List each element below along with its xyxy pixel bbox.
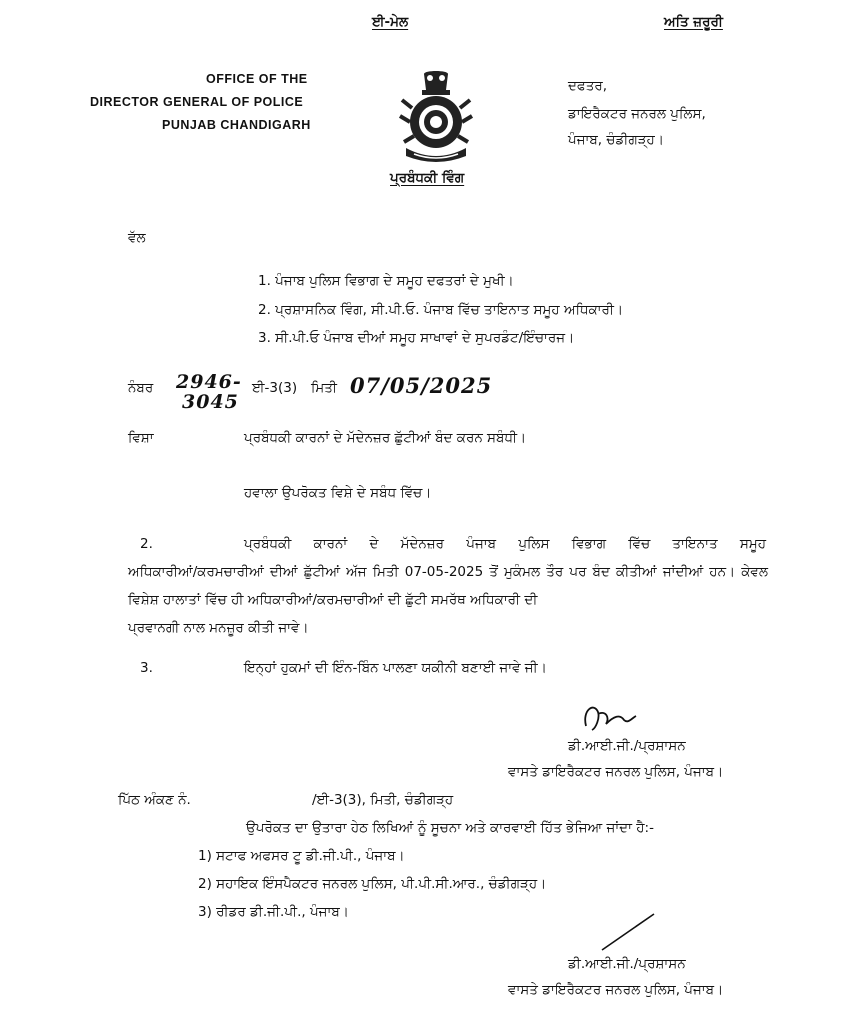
punjab-police-emblem-icon (396, 68, 476, 168)
signature-mark-1-icon (580, 700, 640, 736)
para2-body (128, 558, 768, 642)
recipient-item: 1. ਪੰਜਾਬ ਪੁਲਿਸ ਵਿਭਾਗ ਦੇ ਸਮੂਹ ਦਫਤਰਾਂ ਦੇ ਮੁਖੀ। (258, 273, 514, 289)
email-label: ਈ-ਮੇਲ (372, 14, 409, 30)
endorsement-label: ਪਿੱਠ ਅੰਕਣ ਨੰ. (118, 792, 191, 808)
subject-label: ਵਿਸ਼ਾ (128, 430, 154, 446)
para3-text: ਇਨ੍ਹਾਂ ਹੁਕਮਾਂ ਦੀ ਇੰਨ-ਬਿੰਨ ਪਾਲਣਾ ਯਕੀਨੀ ਬਣਾਈ ਜਾਵੇ ਜੀ। (244, 660, 547, 676)
office-pa-line-1: ਦਫਤਰ, (568, 78, 608, 94)
signature2-for: ਵਾਸਤੇ ਡਾਇਰੈਕਟਰ ਜਨਰਲ ਪੁਲਿਸ, ਪੰਜਾਬ। (508, 982, 724, 998)
para2-last-line: ਪ੍ਰਵਾਨਗੀ ਨਾਲ ਮਨਜ਼ੂਰ ਕੀਤੀ ਜਾਵੇ। (128, 620, 309, 636)
wing-title: ਪ੍ਰਬੰਧਕੀ ਵਿੰਗ (390, 170, 465, 186)
signature1-title: ਡੀ.ਆਈ.ਜੀ./ਪ੍ਰਸ਼ਾਸਨ (568, 738, 686, 754)
signature-mark-2-icon (598, 912, 658, 952)
endorsement-item: 1) ਸਟਾਫ ਅਫਸਰ ਟੂ ਡੀ.ਜੀ.ਪੀ., ਪੰਜਾਬ। (198, 848, 405, 864)
date-label: ਮਿਤੀ (311, 380, 337, 396)
handwritten-number-bottom: 3045 (182, 391, 239, 413)
endorsement-item: 2) ਸਹਾਇਕ ਇੰਸਪੈਕਟਰ ਜਨਰਲ ਪੁਲਿਸ, ਪੀ.ਪੀ.ਸੀ.ਆਰ., ਚੰਡੀਗੜ੍ਹ। (198, 876, 547, 892)
office-en-line-2: DIRECTOR GENERAL OF POLICE (90, 95, 304, 109)
endorsement-intro: ਉਪਰੋਕਤ ਦਾ ਉਤਾਰਾ ਹੇਠ ਲਿਖਿਆਂ ਨੂੰ ਸੂਚਨਾ ਅਤੇ ਕਾਰਵਾਈ ਹਿੱਤ ਭੇਜਿਆ ਜਾਂਦਾ ਹੈ:- (246, 820, 654, 836)
handwritten-number-top: 2946- (176, 371, 242, 393)
handwritten-date: 07/05/2025 (350, 373, 493, 398)
to-label: ਵੱਲ (128, 230, 146, 246)
signature2-title: ਡੀ.ਆਈ.ਜੀ./ਪ੍ਰਸ਼ਾਸਨ (568, 956, 686, 972)
para2-first-line: ਪ੍ਰਬੰਧਕੀ ਕਾਰਨਾਂ ਦੇ ਮੱਦੇਨਜ਼ਰ ਪੰਜਾਬ ਪੁਲਿਸ ਵਿਭਾਗ ਵਿੱਚ ਤਾਇਨਾਤ ਸਮੂਹ (244, 536, 766, 552)
para3-number: 3. (140, 660, 153, 676)
urgent-label: ਅਤਿ ਜ਼ਰੂਰੀ (664, 14, 723, 30)
recipient-item: 2. ਪ੍ਰਸ਼ਾਸਨਿਕ ਵਿੰਗ, ਸੀ.ਪੀ.ਓ. ਪੰਜਾਬ ਵਿੱਚ ਤਾਇਨਾਤ ਸਮੂਹ ਅਧਿਕਾਰੀ। (258, 302, 624, 318)
subject-text: ਪ੍ਰਬੰਧਕੀ ਕਾਰਨਾਂ ਦੇ ਮੱਦੇਨਜ਼ਰ ਛੁੱਟੀਆਂ ਬੰਦ ਕਰਨ ਸਬੰਧੀ। (244, 430, 527, 446)
signature1-for: ਵਾਸਤੇ ਡਾਇਰੈਕਟਰ ਜਨਰਲ ਪੁਲਿਸ, ਪੰਜਾਬ। (508, 764, 724, 780)
office-pa-line-3: ਪੰਜਾਬ, ਚੰਡੀਗੜ੍ਹ। (568, 132, 664, 148)
reference-text: ਹਵਾਲਾ ਉਪਰੋਕਤ ਵਿਸ਼ੇ ਦੇ ਸਬੰਧ ਵਿੱਚ। (244, 485, 432, 501)
endorsement-item: 3) ਰੀਡਰ ਡੀ.ਜੀ.ਪੀ., ਪੰਜਾਬ। (198, 904, 349, 920)
recipient-item: 3. ਸੀ.ਪੀ.ਓ ਪੰਜਾਬ ਦੀਆਂ ਸਮੂਹ ਸਾਖਾਵਾਂ ਦੇ ਸੁਪਰਡੰਟ/ਇੰਚਾਰਜ। (258, 330, 575, 346)
number-label: ਨੰਬਰ (128, 380, 154, 396)
number-code: ਈ-3(3) (252, 380, 298, 396)
office-en-line-3: PUNJAB CHANDIGARH (162, 118, 311, 132)
office-pa-line-2: ਡਾਇਰੈਕਟਰ ਜਨਰਲ ਪੁਲਿਸ, (568, 106, 706, 122)
endorsement-code: /ਈ-3(3), ਮਿਤੀ, ਚੰਡੀਗੜ੍ਹ (312, 792, 454, 808)
para2-body-text: ਅਧਿਕਾਰੀਆਂ/ਕਰਮਚਾਰੀਆਂ ਦੀਆਂ ਛੁੱਟੀਆਂ ਅੱਜ ਮਿਤੀ 07-05-2025 ਤੋਂ ਮੁਕੰਮਲ ਤੌਰ ਪਰ ਬੰਦ ਕੀਤੀਆਂ ਜਾਂਦੀਆਂ ਹਨ। ਕੇਵਲ ਵਿਸ਼ੇਸ਼ ਹਾਲਾਤਾਂ ਵਿੱਚ ਹੀ ਅਧਿਕਾਰੀਆਂ/ਕਰਮਚਾਰੀਆਂ ਦੀ ਛੁੱਟੀ ਸਮਰੱਥ ਅਧਿਕਾਰੀ ਦੀ (128, 564, 768, 608)
para2-number: 2. (140, 536, 153, 552)
office-en-line-1: OFFICE OF THE (206, 72, 308, 86)
